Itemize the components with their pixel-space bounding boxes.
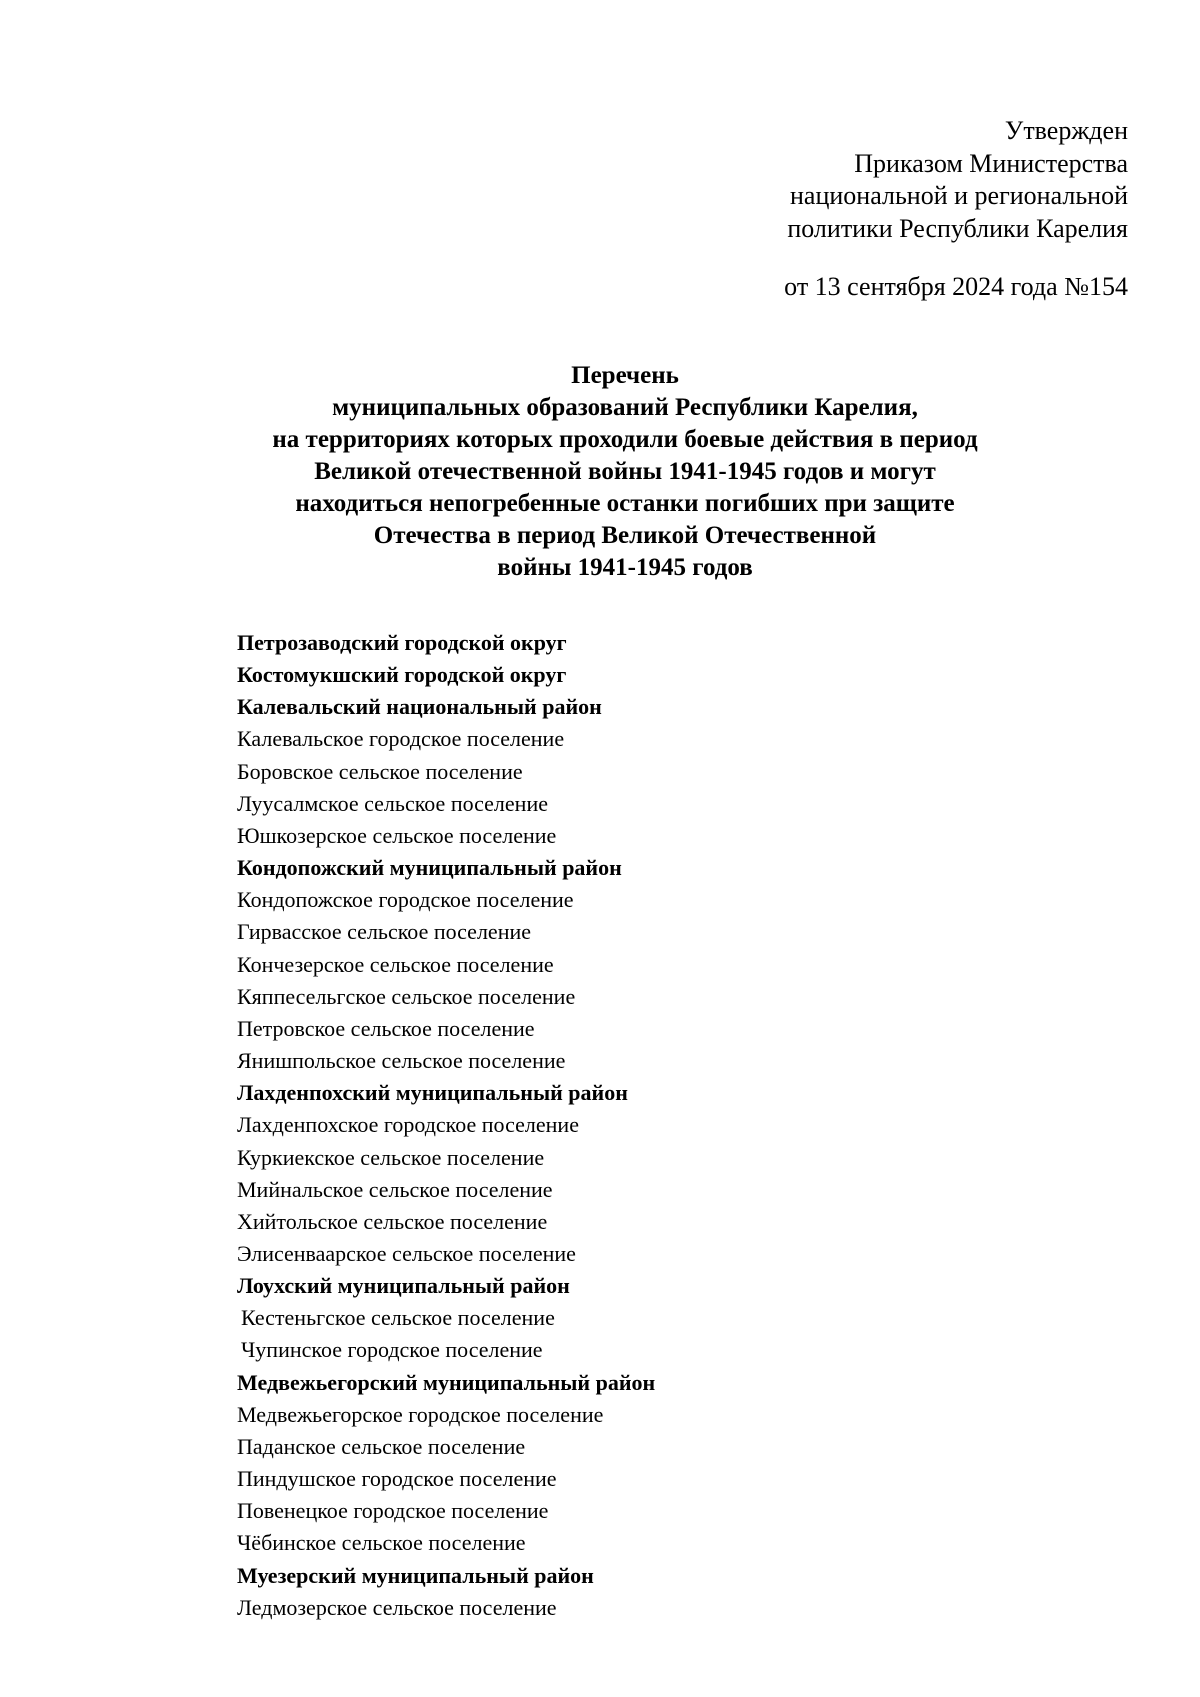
list-item-settlement: Повенецкое городское поселение [237, 1498, 549, 1524]
title-line: Великой отечественной войны 1941-1945 годов и могут [314, 458, 936, 485]
title-line: находиться непогребенные останки погибших при защите [295, 490, 955, 517]
approval-date: от 13 сентября 2024 года №154 [784, 272, 1128, 301]
list-item-settlement: Куркиекское сельское поселение [237, 1144, 545, 1170]
list-item-settlement: Кондопожское городское поселение [237, 887, 574, 913]
approval-heading: Утвержден [1004, 116, 1128, 145]
list-item-settlement: Пиндушское городское поселение [237, 1466, 557, 1492]
list-item-settlement: Луусалмское сельское поселение [237, 790, 548, 816]
list-item-district: Муезерский муниципальный район [237, 1562, 594, 1588]
approval-block [784, 115, 1128, 304]
title-line: Перечень [571, 362, 679, 389]
list-item-settlement: Чупинское городское поселение [241, 1337, 543, 1363]
list-item-settlement: Кестеньгское сельское поселение [241, 1305, 555, 1331]
title-line: войны 1941-1945 годов [497, 554, 753, 581]
list-item-settlement: Лахденпохское городское поселение [237, 1112, 579, 1138]
list-item-settlement: Кончезерское сельское поселение [237, 951, 554, 977]
list-item-district: Лоухский муниципальный район [237, 1273, 570, 1299]
list-item-district: Кондопожский муниципальный район [237, 855, 622, 881]
title-line: Отечества в период Великой Отечественной [373, 522, 877, 549]
title-line: на территориях которых проходили боевые действия в период [272, 426, 978, 453]
list-item-settlement: Чёбинское сельское поселение [237, 1530, 526, 1556]
list-item-settlement: Кяппесельгское сельское поселение [237, 983, 576, 1009]
list-item-district: Лахденпохский муниципальный район [237, 1080, 628, 1106]
title-line: муниципальных образований Республики Карелия, [332, 394, 918, 421]
document-title [0, 360, 1200, 584]
list-item-settlement: Элисенваарское сельское поселение [237, 1240, 576, 1266]
list-item-settlement: Калевальское городское поселение [237, 726, 565, 752]
list-item-district: Медвежьегорский муниципальный район [237, 1369, 656, 1395]
approval-republic-line: политики Республики Карелия [787, 213, 1128, 243]
list-item-settlement: Боровское сельское поселение [237, 758, 523, 784]
list-item-district: Костомукшский городской округ [237, 662, 567, 688]
list-item-settlement: Мийнальское сельское поселение [237, 1176, 553, 1202]
list-item-settlement: Янишпольское сельское поселение [237, 1048, 566, 1074]
municipality-list [237, 627, 655, 1624]
list-item-settlement: Ледмозерское сельское поселение [237, 1594, 557, 1620]
approval-order-line: Приказом Министерства [854, 148, 1128, 178]
approval-ministry-line: национальной и региональной [790, 181, 1128, 210]
list-item-settlement: Юшкозерское сельское поселение [237, 822, 557, 848]
list-item-settlement: Хийтольское сельское поселение [237, 1208, 548, 1234]
list-item-settlement: Медвежьегорское городское поселение [237, 1401, 604, 1427]
list-item-district: Калевальский национальный район [237, 694, 602, 720]
list-item-settlement: Гирвасское сельское поселение [237, 919, 532, 945]
list-item-district: Петрозаводский городской округ [237, 630, 567, 655]
list-item-settlement: Паданское сельское поселение [237, 1433, 526, 1459]
list-item-settlement: Петровское сельское поселение [237, 1015, 535, 1041]
